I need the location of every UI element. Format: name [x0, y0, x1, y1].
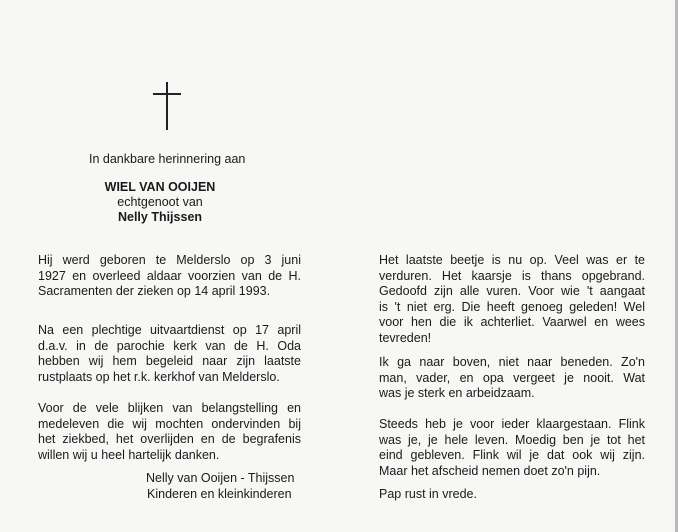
thanks-paragraph: [38, 401, 301, 463]
signature-line: Kinderen en kleinkinderen: [147, 487, 292, 501]
text-line: hebben wij hem begeleid naar zijn laatste: [38, 354, 301, 368]
text-line: Maar het afscheid nemen doet zo'n pijn.: [379, 463, 601, 478]
text-line: d.a.v. in de parochie kerk van de H. Oda: [38, 338, 301, 353]
cross-icon: [150, 82, 184, 130]
text-line: rustplaats op het r.k. kerkhof van Melderslo.: [38, 369, 280, 384]
text-line: Ik ga naar boven, niet naar beneden. Zo'n: [379, 355, 645, 369]
text-line: willen wij u heel hartelijk danken.: [38, 447, 220, 462]
poem-stanza: [379, 253, 645, 346]
signature-line: Nelly van Ooijen - Thijssen: [146, 471, 295, 485]
intro-text: In dankbare herinnering aan: [89, 152, 246, 166]
text-line: was je, je hele leven. Moedig ben je tot het: [379, 432, 645, 447]
poem-stanza: [379, 355, 645, 402]
spouse-name: Nelly Thijssen: [117, 210, 203, 224]
text-line: Voor de vele blijken van belangstelling en: [38, 401, 301, 415]
deceased-name: WIEL VAN OOIJEN: [104, 180, 216, 194]
relation-text: echtgenoot van: [117, 195, 203, 209]
text-line: man, vader, en opa vergeet je nooit. Wat: [379, 370, 645, 385]
text-line: voor hen die ik achterliet. Vaarwel en wees: [379, 315, 645, 329]
text-line: Sacramenten der zieken op 14 april 1993.: [38, 284, 271, 298]
text-line: Na een plechtige uitvaartdienst op 17 april: [38, 323, 301, 337]
text-line: medeleven die wij mochten ondervinden bij: [38, 416, 301, 431]
text-line: Het laatste beetje is nu op. Veel was er te: [379, 253, 645, 267]
funeral-paragraph: [38, 323, 301, 385]
text-line: was je sterk en arbeidzaam.: [379, 386, 535, 400]
closing-line: Pap rust in vrede.: [379, 487, 477, 501]
text-line: het ziekbed, het overlijden en de begrafenis: [38, 432, 301, 446]
text-line: Steeds heb je voor ieder klaargestaan. Flink: [379, 417, 645, 431]
text-line: Hij werd geboren te Melderslo op 3 juni: [38, 253, 301, 267]
poem-stanza: [379, 417, 645, 479]
text-line: Gedoofd zijn alle vuren. Voor wie 't aangaat: [379, 284, 645, 298]
text-line: 1927 en overleed aldaar voorzien van de H.: [38, 268, 301, 283]
text-line: tevreden!: [379, 330, 432, 345]
birth-death-paragraph: [38, 253, 301, 300]
text-line: verduren. Het kaarsje is thans opgebrand.: [379, 268, 645, 283]
text-line: is 't niet erg. Die heeft genoeg geleden! Wel: [379, 299, 645, 314]
text-line: eind gebleven. Flink wil je dat ook wij zijn.: [379, 448, 645, 462]
